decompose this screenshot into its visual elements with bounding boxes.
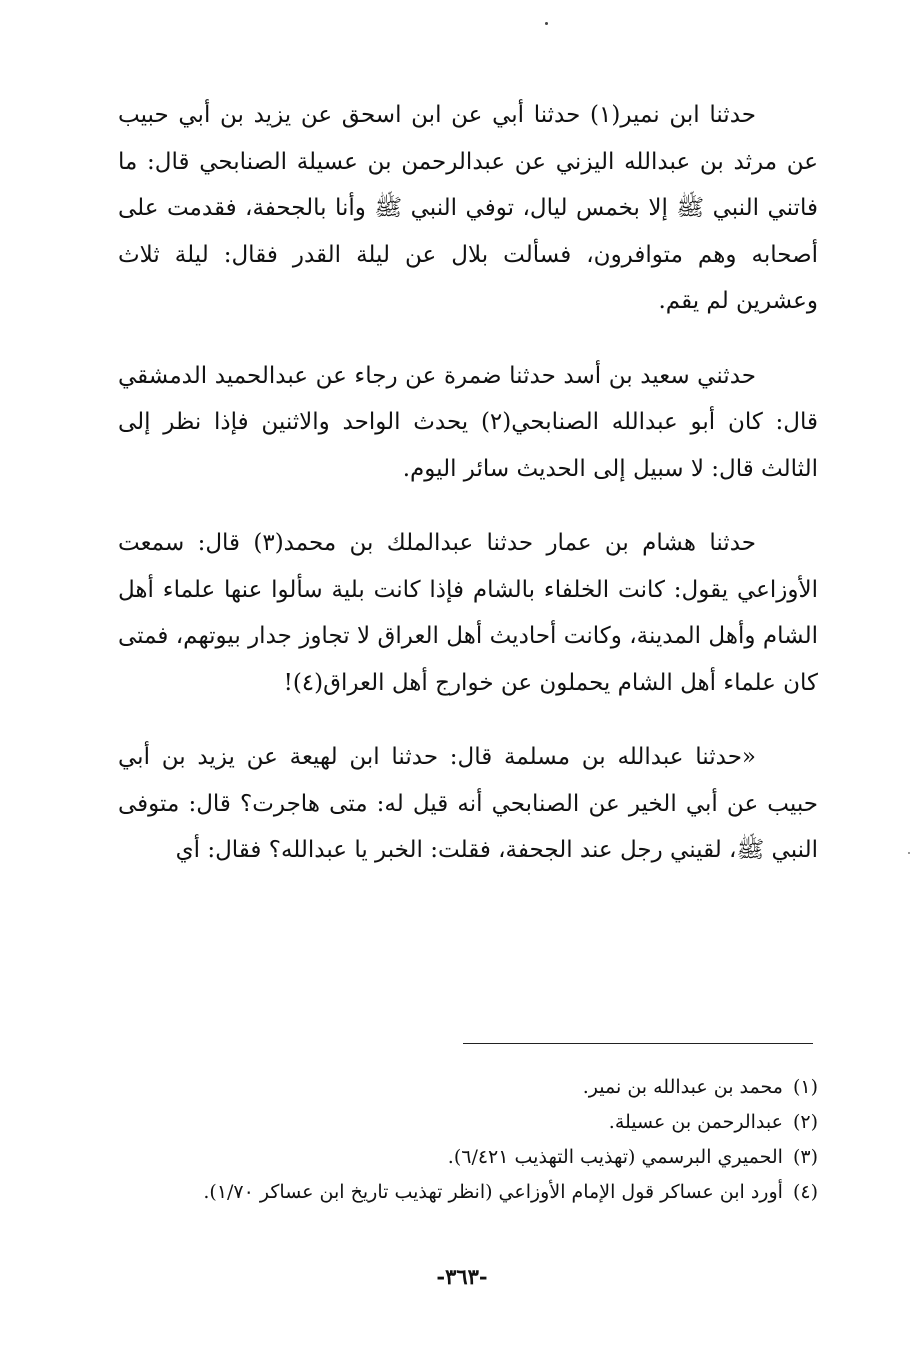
footnote-number: (١) [792, 1076, 818, 1098]
footnote-divider [463, 1043, 813, 1044]
footnote-number: (٣) [792, 1146, 818, 1168]
footnotes [118, 1070, 818, 1210]
scan-speck [908, 852, 910, 854]
scan-speck [545, 22, 548, 25]
paragraph-4: «حدثنا عبدالله بن مسلمة قال: حدثنا ابن لهيعة عن يزيد بن أبي حبيب عن أبي الخير عن الصنابحي أنه قيل له: متى هاجرت؟ قال: متوفى النبي ﷺ، لقيني رجل عند الجحفة، فقلت: الخبر يا عبدالله؟ فقال: أي [118, 744, 818, 863]
footnote-number: (٤) [792, 1181, 818, 1203]
paragraph-3: حدثنا هشام بن عمار حدثنا عبدالملك بن محمد(٣) قال: سمعت الأوزاعي يقول: كانت الخلفاء بالشام فإذا كانت بلية سألوا عنها علماء أهل الشام وأهل المدينة، وكانت أحاديث أهل العراق لا تجاوز جدار بيوتهم، فمتى كان علماء أهل الشام يحملون عن خوارج أهل العراق(٤)! [118, 530, 818, 696]
footnote-3 [118, 1140, 818, 1175]
footnote-text: أورد ابن عساكر قول الإمام الأوزاعي (انظر تهذيب تاريخ ابن عساكر ١/٧٠). [203, 1181, 783, 1203]
footnote-4 [118, 1175, 818, 1210]
footnote-text: عبدالرحمن بن عسيلة. [608, 1111, 783, 1133]
footnote-text: محمد بن عبدالله بن نمير. [582, 1076, 783, 1098]
paragraph-2: حدثني سعيد بن أسد حدثنا ضمرة عن رجاء عن عبدالحميد الدمشقي قال: كان أبو عبدالله الصنابحي(٢) يحدث الواحد والاثنين فإذا نظر إلى الثالث قال: لا سبيل إلى الحديث سائر اليوم. [118, 362, 818, 482]
main-text [118, 92, 818, 902]
footnote-text: الحميري البرسمي (تهذيب التهذيب ٦/٤٢١). [447, 1146, 783, 1168]
footnote-1 [118, 1070, 818, 1105]
page-number: -٣٦٣- [436, 1264, 488, 1289]
footnote-number: (٢) [792, 1111, 818, 1133]
paragraph-1: حدثنا ابن نمير(١) حدثنا أبي عن ابن اسحق عن يزيد بن أبي حبيب عن مرثد بن عبدالله اليزني عن عبدالرحمن بن عسيلة الصنابحي قال: ما فاتني النبي ﷺ إلا بخمس ليال، توفي النبي ﷺ وأنا بالجحفة، فقدمت على أصحابه وهم متوافرون، فسألت بلال عن ليلة القدر فقال: ليلة ثلاث وعشرين لم يقم. [118, 102, 818, 314]
footnote-2 [118, 1105, 818, 1140]
